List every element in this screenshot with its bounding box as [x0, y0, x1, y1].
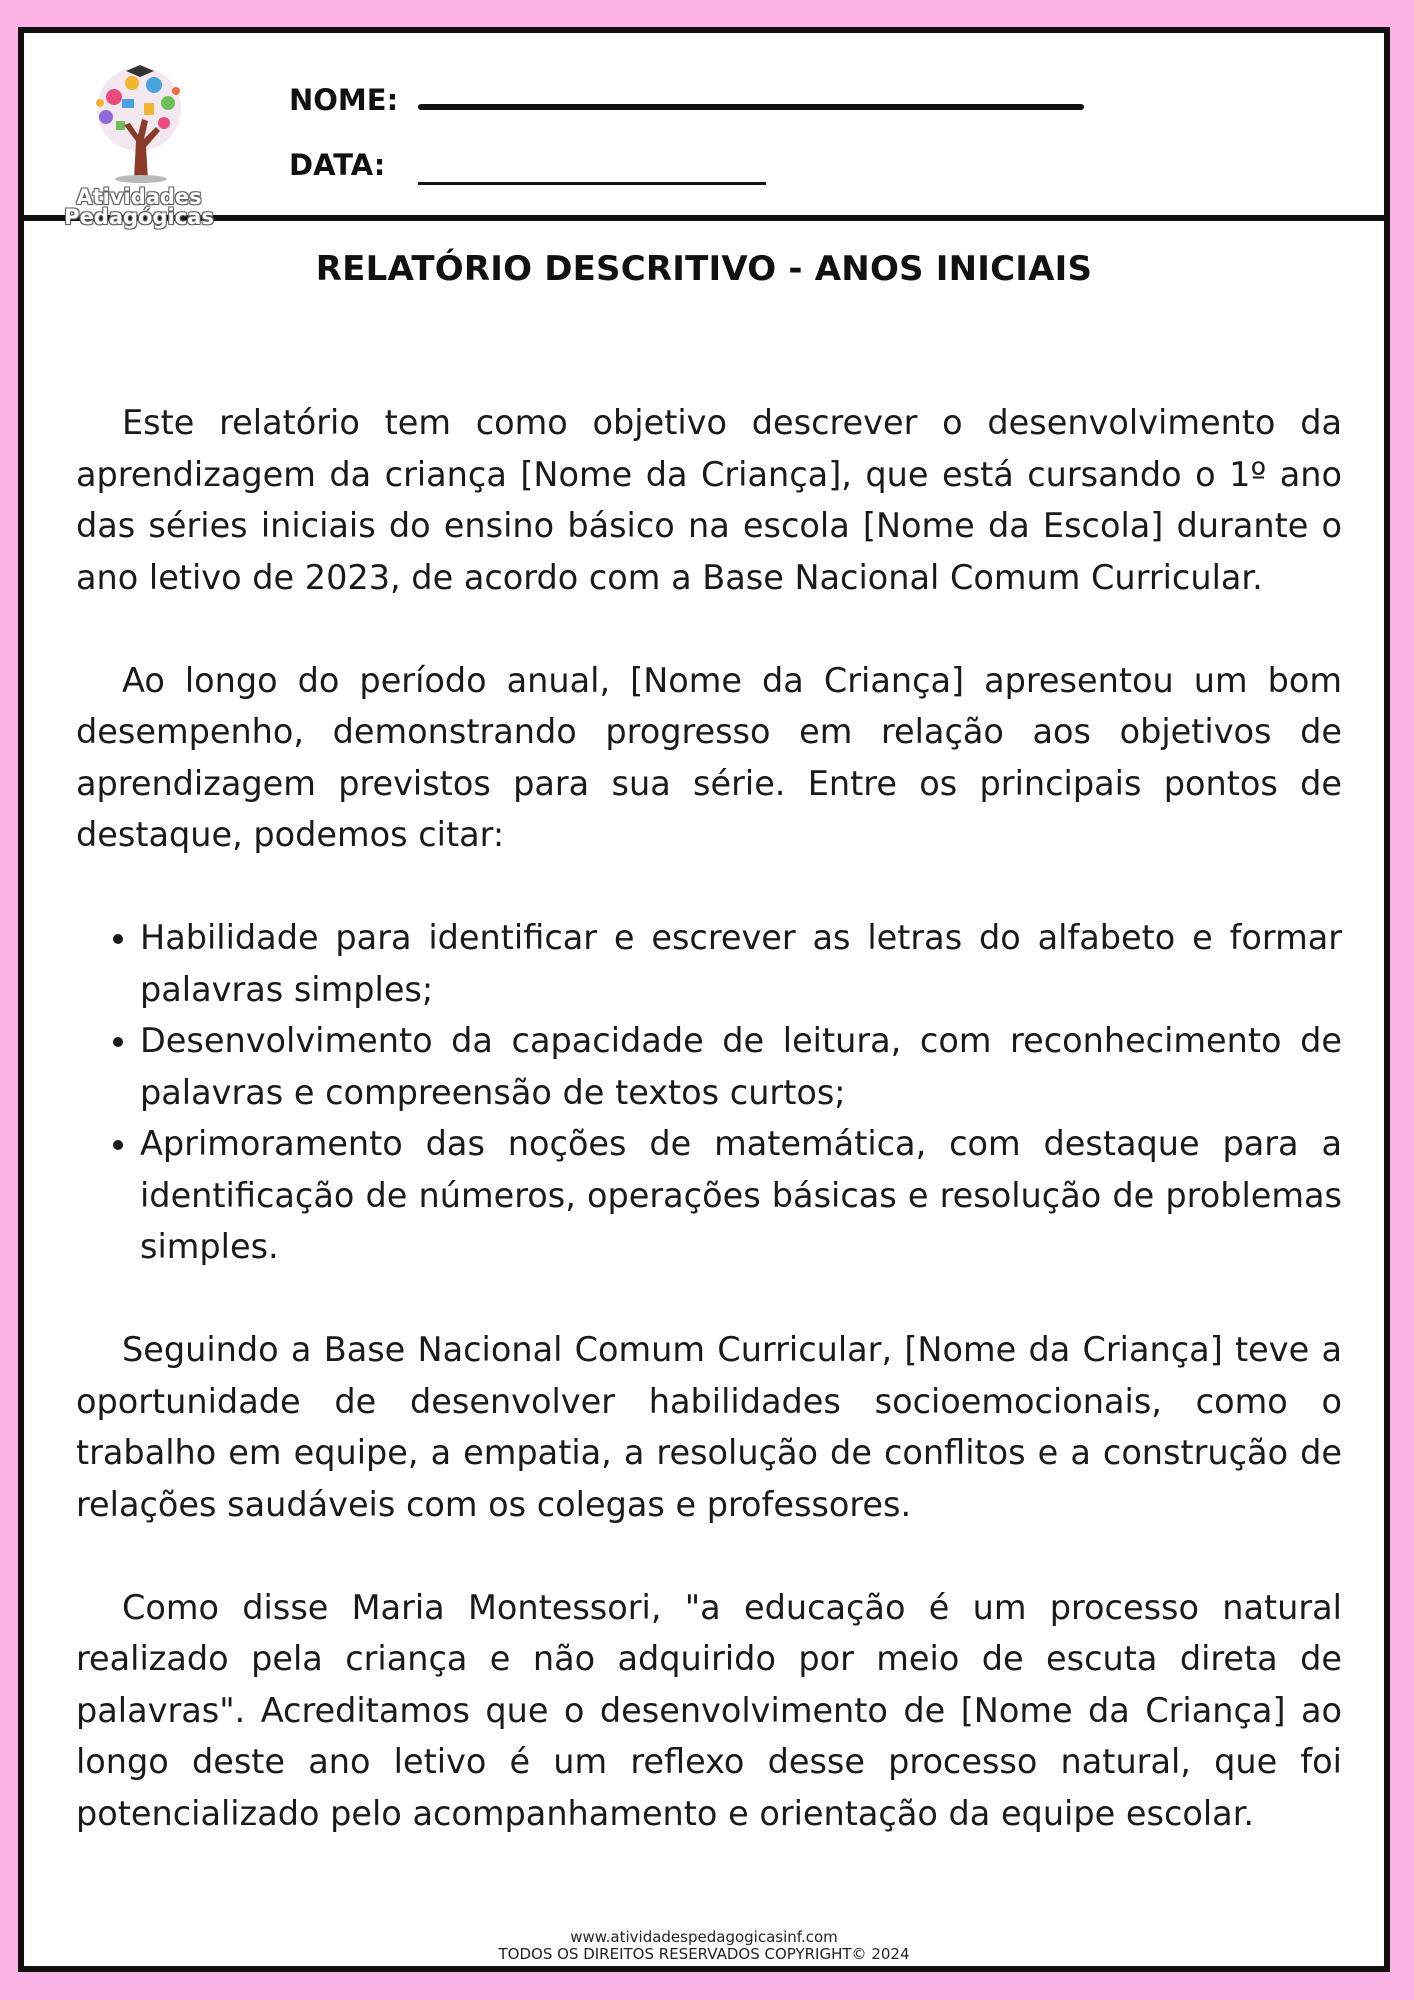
- paragraph-intro: Este relatório tem como objetivo descrever o desenvolvimento da aprendizagem da criança [Nome da Criança], que está cursando o 1º ano das séries iniciais do ensino básico na escola [Nome da Escola] durante o ano letivo de 2023, de acordo com a Base Nacional Comum Curricular.: [76, 403, 1342, 597]
- paragraph-socioemotional: Seguindo a Base Nacional Comum Curricular, [Nome da Criança] teve a oportunidade de desenvolver habilidades socioemocionais, como o trabalho em equipe, a empatia, a resolução de conflitos e a construção de relações saudáveis com os colegas e professores.: [76, 1330, 1342, 1524]
- date-label: DATA:: [289, 148, 386, 182]
- worksheet-page: [18, 27, 1390, 1972]
- date-line-field[interactable]: [418, 182, 766, 185]
- list-item: • Desenvolvimento da capacidade de leitura, com reconhecimento de palavras e compreensão de textos curtos;: [140, 1015, 1342, 1118]
- highlights-list: [76, 912, 1342, 1273]
- paragraph-performance: Ao longo do período anual, [Nome da Criança] apresentou um bom desempenho, demonstrando progresso em relação aos objetivos de aprendizagem previstos para sua série. Entre os principais pontos de destaque, podemos citar:: [76, 660, 1342, 854]
- logo: [64, 59, 214, 229]
- name-line-field[interactable]: [418, 104, 1084, 110]
- tree-icon: [64, 59, 214, 189]
- page-title: RELATÓRIO DESCRITIVO - ANOS INICIAIS: [315, 249, 1093, 289]
- paragraph-conclusion: Como disse Maria Montessori, "a educação é um processo natural realizado pela criança e não adquirido por meio de escuta direta de palavras". Acreditamos que o desenvolvimento de [Nome da Criança] ao longo deste ano letivo é um reflexo desse processo natural, que foi potencializado pelo acompanhamento e orientação da equipe escolar.: [76, 1587, 1342, 1833]
- logo-text-line2: Pedagógicas: [64, 205, 214, 229]
- footer-url: www.atividadespedagogicasinf.com: [570, 1928, 838, 1946]
- logo-text: [64, 187, 214, 227]
- list-item: • Aprimoramento das noções de matemática, com destaque para a identificação de números, operações básicas e resolução de problemas simples.: [140, 1118, 1342, 1273]
- list-item: • Habilidade para identificar e escrever as letras do alfabeto e formar palavras simples;: [140, 912, 1342, 1015]
- name-label: NOME:: [289, 83, 399, 117]
- logo-text-line1: Atividades: [76, 185, 202, 209]
- report-body: [76, 397, 1342, 1891]
- header: [24, 33, 1384, 229]
- footer-copyright: TODOS OS DIREITOS RESERVADOS COPYRIGHT© 2024: [498, 1945, 910, 1963]
- footer: [24, 1929, 1384, 1963]
